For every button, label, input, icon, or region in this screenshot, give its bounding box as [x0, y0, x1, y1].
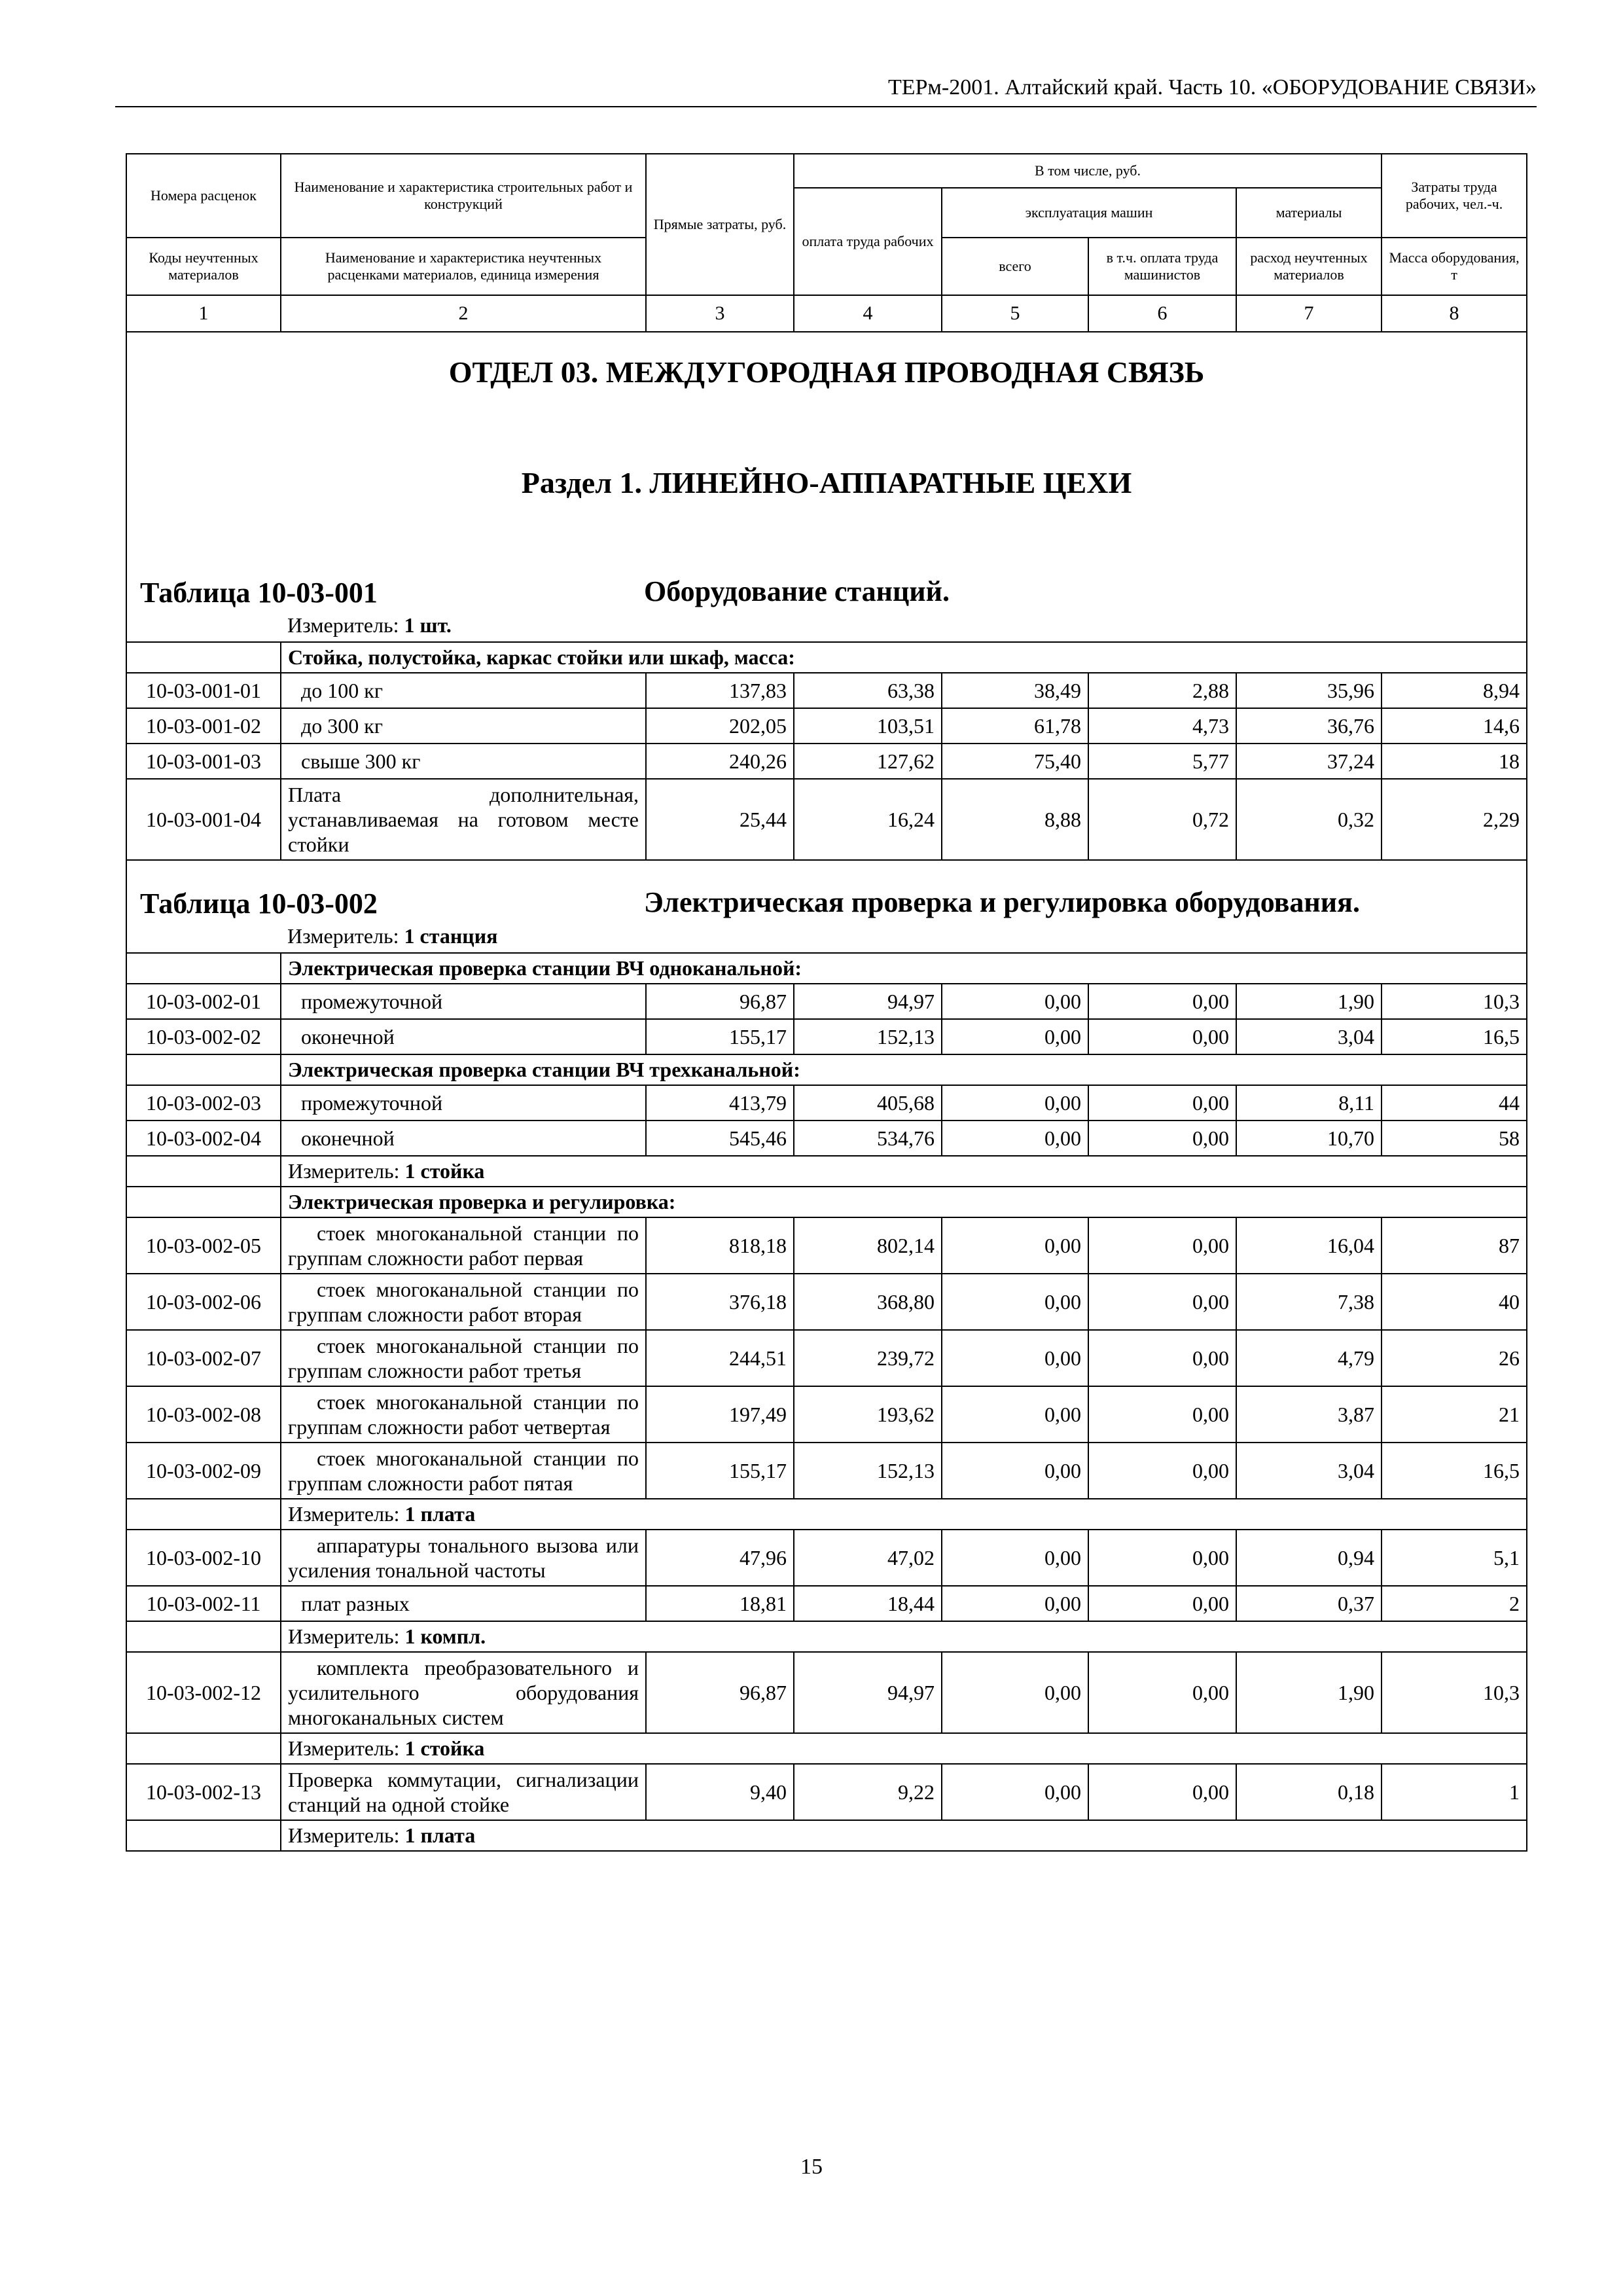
col5-header: всего: [942, 238, 1088, 295]
page-number: 15: [800, 2155, 823, 2179]
labor-pay: 9,22: [794, 1764, 942, 1820]
table-row: [126, 744, 1527, 779]
meter-value: 1 стойка: [404, 1159, 485, 1183]
col7-header-bottom: расход неучтенных материалов: [1236, 238, 1382, 295]
rate-name: свыше 300 кг: [281, 744, 646, 779]
labor-pay: 534,76: [794, 1121, 942, 1156]
direct-costs: 545,46: [646, 1121, 794, 1156]
labor-pay: 94,97: [794, 1652, 942, 1733]
meter-value: 1 шт.: [404, 613, 452, 637]
group-label: Стойка, полустойка, каркас стойки или шкаф, масса:: [281, 642, 1527, 673]
rate-name: Плата дополнительная, устанавливаемая на готовом месте стойки: [281, 779, 646, 860]
rate-code: 10-03-001-03: [126, 744, 281, 779]
table-row: [126, 1586, 1527, 1621]
labor-hours: 16,5: [1382, 1019, 1527, 1054]
rate-name: аппаратуры тонального вызова или усиления тональной частоты: [281, 1530, 646, 1586]
machinists-pay: 0,00: [1088, 1443, 1236, 1499]
table-row: [126, 1330, 1527, 1386]
table-row: [126, 1274, 1527, 1330]
rate-name: оконечной: [281, 1121, 646, 1156]
meter-line: [281, 1499, 1527, 1530]
col7-header-top: материалы: [1236, 188, 1382, 238]
table-row: [126, 1217, 1527, 1274]
rate-name: стоек многоканальной станции по группам сложности работ третья: [281, 1330, 646, 1386]
table-row: [126, 779, 1527, 860]
meter-value: 1 стойка: [404, 1736, 485, 1760]
table-row: [126, 1652, 1527, 1733]
col-number: 1: [126, 295, 281, 332]
table-row: [126, 708, 1527, 744]
machinists-pay: 0,00: [1088, 1274, 1236, 1330]
department-title: ОТДЕЛ 03. МЕЖДУГОРОДНАЯ ПРОВОДНАЯ СВЯЗЬ: [448, 355, 1205, 389]
labor-pay: 94,97: [794, 984, 942, 1019]
materials: 0,37: [1236, 1586, 1382, 1621]
direct-costs: 96,87: [646, 1652, 794, 1733]
rate-code: 10-03-002-12: [126, 1652, 281, 1733]
direct-costs: 96,87: [646, 984, 794, 1019]
direct-costs: 202,05: [646, 708, 794, 744]
col3-header: Прямые затраты, руб.: [646, 154, 794, 295]
materials: 35,96: [1236, 673, 1382, 708]
materials: 1,90: [1236, 984, 1382, 1019]
labor-pay: 127,62: [794, 744, 942, 779]
direct-costs: 9,40: [646, 1764, 794, 1820]
labor-hours: 16,5: [1382, 1443, 1527, 1499]
group-label: Электрическая проверка станции ВЧ одноканальной:: [281, 953, 1527, 984]
machinists-pay: 0,00: [1088, 984, 1236, 1019]
col2-header-bottom: Наименование и характеристика неучтенных расценками материалов, единица измерения: [281, 238, 646, 295]
machinists-pay: 0,00: [1088, 1019, 1236, 1054]
group-label: Электрическая проверка станции ВЧ трехканальной:: [281, 1054, 1527, 1085]
meter-label: Измеритель:: [288, 1159, 400, 1183]
meter-value: 1 станция: [404, 924, 498, 948]
machinists-pay: 0,00: [1088, 1085, 1236, 1121]
machinists-pay: 0,00: [1088, 1652, 1236, 1733]
direct-costs: 376,18: [646, 1274, 794, 1330]
machinists-pay: 5,77: [1088, 744, 1236, 779]
labor-pay: 152,13: [794, 1443, 942, 1499]
machinists-pay: 0,72: [1088, 779, 1236, 860]
titles-block: [126, 332, 1527, 642]
meter-value: 1 компл.: [404, 1624, 486, 1648]
col-number: 5: [942, 295, 1088, 332]
rate-name: стоек многоканальной станции по группам сложности работ вторая: [281, 1274, 646, 1330]
rate-name: промежуточной: [281, 984, 646, 1019]
table-row: [126, 984, 1527, 1019]
materials: 1,90: [1236, 1652, 1382, 1733]
rate-name: стоек многоканальной станции по группам сложности работ четвертая: [281, 1386, 646, 1443]
table2-heading: [127, 887, 1526, 920]
materials: 8,11: [1236, 1085, 1382, 1121]
direct-costs: 18,81: [646, 1586, 794, 1621]
machinists-pay: 0,00: [1088, 1121, 1236, 1156]
labor-hours: 18: [1382, 744, 1527, 779]
col-number: 8: [1382, 295, 1527, 332]
col-number: 7: [1236, 295, 1382, 332]
rate-name: оконечной: [281, 1019, 646, 1054]
machinists-pay: 0,00: [1088, 1217, 1236, 1274]
labor-hours: 2,29: [1382, 779, 1527, 860]
machines-total: 0,00: [942, 1764, 1088, 1820]
col8-header-bottom: Масса оборудования, т: [1382, 238, 1527, 295]
rate-code: 10-03-002-07: [126, 1330, 281, 1386]
meter-line: [127, 924, 1526, 948]
col-number: 6: [1088, 295, 1236, 332]
meter-label: Измеритель:: [288, 1624, 400, 1648]
rate-name: Проверка коммутации, сигнализации станций на одной стойке: [281, 1764, 646, 1820]
machinists-pay: 0,00: [1088, 1586, 1236, 1621]
labor-pay: 239,72: [794, 1330, 942, 1386]
meter-value: 1 плата: [404, 1502, 476, 1526]
table-row: [126, 673, 1527, 708]
labor-hours: 40: [1382, 1274, 1527, 1330]
labor-pay: 63,38: [794, 673, 942, 708]
table1-rows: [126, 673, 1527, 860]
rate-code: 10-03-002-04: [126, 1121, 281, 1156]
rate-code: 10-03-002-02: [126, 1019, 281, 1054]
direct-costs: 244,51: [646, 1330, 794, 1386]
materials: 3,04: [1236, 1019, 1382, 1054]
labor-pay: 18,44: [794, 1586, 942, 1621]
machines-total: 0,00: [942, 1586, 1088, 1621]
meter-label: Измеритель:: [287, 613, 399, 637]
machines-total: 0,00: [942, 1121, 1088, 1156]
machines-total: 0,00: [942, 1019, 1088, 1054]
rate-name: до 300 кг: [281, 708, 646, 744]
col4-header: оплата труда рабочих: [794, 188, 942, 295]
rate-code: 10-03-002-08: [126, 1386, 281, 1443]
machines-total: 0,00: [942, 1652, 1088, 1733]
meter-label: Измеритель:: [288, 1502, 400, 1526]
table2-rows: [126, 1764, 1527, 1820]
materials: 0,94: [1236, 1530, 1382, 1586]
materials: 0,18: [1236, 1764, 1382, 1820]
machines-total: 61,78: [942, 708, 1088, 744]
table-row: [126, 1443, 1527, 1499]
machinists-pay: 0,00: [1088, 1386, 1236, 1443]
labor-hours: 58: [1382, 1121, 1527, 1156]
machines-total: 0,00: [942, 1085, 1088, 1121]
meter-line: [281, 1621, 1527, 1652]
materials: 37,24: [1236, 744, 1382, 779]
rate-code: 10-03-002-10: [126, 1530, 281, 1586]
labor-pay: 802,14: [794, 1217, 942, 1274]
group-label: Электрическая проверка и регулировка:: [281, 1187, 1527, 1217]
direct-costs: 155,17: [646, 1019, 794, 1054]
rate-name: комплекта преобразовательного и усилительного оборудования многоканальных систем: [281, 1652, 646, 1733]
table-row: [126, 1530, 1527, 1586]
materials: 4,79: [1236, 1330, 1382, 1386]
table2-rows: [126, 1530, 1527, 1621]
col1-header-top: Номера расценок: [126, 154, 281, 238]
rate-code: 10-03-001-01: [126, 673, 281, 708]
meter-label: Измеритель:: [288, 1736, 400, 1760]
direct-costs: 197,49: [646, 1386, 794, 1443]
rate-code: 10-03-001-02: [126, 708, 281, 744]
labor-pay: 16,24: [794, 779, 942, 860]
table-row: [126, 1386, 1527, 1443]
direct-costs: 240,26: [646, 744, 794, 779]
rate-code: 10-03-002-09: [126, 1443, 281, 1499]
table-row: [126, 1764, 1527, 1820]
labor-hours: 21: [1382, 1386, 1527, 1443]
labor-pay: 405,68: [794, 1085, 942, 1121]
labor-pay: 47,02: [794, 1530, 942, 1586]
col1-header-bottom: Коды неучтенных материалов: [126, 238, 281, 295]
materials: 7,38: [1236, 1274, 1382, 1330]
labor-hours: 26: [1382, 1330, 1527, 1386]
table2-name: Электрическая проверка и регулировка оборудования.: [644, 886, 1360, 918]
meter-value: 1 плата: [404, 1823, 476, 1847]
machinists-pay: 2,88: [1088, 673, 1236, 708]
table-row: [126, 1085, 1527, 1121]
machines-total: 0,00: [942, 1274, 1088, 1330]
materials: 16,04: [1236, 1217, 1382, 1274]
meter-line: [281, 1820, 1527, 1851]
labor-hours: 10,3: [1382, 1652, 1527, 1733]
direct-costs: 25,44: [646, 779, 794, 860]
table2-rows: [126, 1085, 1527, 1156]
table1-heading: [127, 576, 1526, 609]
direct-costs: 137,83: [646, 673, 794, 708]
labor-hours: 5,1: [1382, 1530, 1527, 1586]
labor-hours: 2: [1382, 1586, 1527, 1621]
group-header: В том числе, руб.: [794, 154, 1382, 188]
materials: 3,87: [1236, 1386, 1382, 1443]
table-row: [126, 1019, 1527, 1054]
col2-header-top: Наименование и характеристика строительных работ и конструкций: [281, 154, 646, 238]
labor-hours: 44: [1382, 1085, 1527, 1121]
table1-name: Оборудование станций.: [644, 575, 950, 607]
col-number: 4: [794, 295, 942, 332]
machines-total: 0,00: [942, 1386, 1088, 1443]
machinists-pay: 0,00: [1088, 1764, 1236, 1820]
table2-number: Таблица 10-03-002: [140, 888, 378, 920]
rate-name: промежуточной: [281, 1085, 646, 1121]
direct-costs: 47,96: [646, 1530, 794, 1586]
section-title: Раздел 1. ЛИНЕЙНО-АППАРАТНЫЕ ЦЕХИ: [521, 466, 1132, 499]
meter-label: Измеритель:: [288, 1823, 400, 1847]
rate-name: стоек многоканальной станции по группам сложности работ первая: [281, 1217, 646, 1274]
rate-code: 10-03-002-03: [126, 1085, 281, 1121]
direct-costs: 413,79: [646, 1085, 794, 1121]
labor-hours: 10,3: [1382, 984, 1527, 1019]
labor-hours: 8,94: [1382, 673, 1527, 708]
labor-pay: 103,51: [794, 708, 942, 744]
rate-code: 10-03-002-06: [126, 1274, 281, 1330]
labor-hours: 14,6: [1382, 708, 1527, 744]
labor-hours: 1: [1382, 1764, 1527, 1820]
rate-code: 10-03-002-11: [126, 1586, 281, 1621]
rate-name: плат разных: [281, 1586, 646, 1621]
machines-total: 38,49: [942, 673, 1088, 708]
rate-name: стоек многоканальной станции по группам сложности работ пятая: [281, 1443, 646, 1499]
meter-label: Измеритель:: [287, 924, 399, 948]
meter-line: [281, 1733, 1527, 1764]
machines-total: 0,00: [942, 1530, 1088, 1586]
labor-pay: 368,80: [794, 1274, 942, 1330]
meter-line: [281, 1156, 1527, 1187]
table2-rows: [126, 1217, 1527, 1499]
rate-code: 10-03-001-04: [126, 779, 281, 860]
col-number: 2: [281, 295, 646, 332]
machines-total: 0,00: [942, 1217, 1088, 1274]
col8-header-top: Затраты труда рабочих, чел.-ч.: [1382, 154, 1527, 238]
rates-table: [126, 153, 1527, 1852]
machines-total: 0,00: [942, 1330, 1088, 1386]
running-header: ТЕРм-2001. Алтайский край. Часть 10. «ОБОРУДОВАНИЕ СВЯЗИ»: [115, 73, 1537, 107]
table2-rows: [126, 1652, 1527, 1733]
machines-total: 0,00: [942, 984, 1088, 1019]
meter-line: [127, 613, 1526, 637]
materials: 36,76: [1236, 708, 1382, 744]
labor-pay: 152,13: [794, 1019, 942, 1054]
labor-pay: 193,62: [794, 1386, 942, 1443]
table1-number: Таблица 10-03-001: [140, 577, 378, 609]
machinists-pay: 0,00: [1088, 1530, 1236, 1586]
table2-rows: [126, 984, 1527, 1054]
col-number: 3: [646, 295, 794, 332]
machinists-pay: 4,73: [1088, 708, 1236, 744]
direct-costs: 155,17: [646, 1443, 794, 1499]
rate-name: до 100 кг: [281, 673, 646, 708]
col6-header: в т.ч. оплата труда машинистов: [1088, 238, 1236, 295]
rate-code: 10-03-002-13: [126, 1764, 281, 1820]
machines-total: 0,00: [942, 1443, 1088, 1499]
direct-costs: 818,18: [646, 1217, 794, 1274]
materials: 3,04: [1236, 1443, 1382, 1499]
machines-total: 8,88: [942, 779, 1088, 860]
machines-header: эксплуатация машин: [942, 188, 1236, 238]
labor-hours: 87: [1382, 1217, 1527, 1274]
machines-total: 75,40: [942, 744, 1088, 779]
titles-block: [126, 860, 1527, 953]
machinists-pay: 0,00: [1088, 1330, 1236, 1386]
materials: 10,70: [1236, 1121, 1382, 1156]
rate-code: 10-03-002-01: [126, 984, 281, 1019]
table-row: [126, 1121, 1527, 1156]
rate-code: 10-03-002-05: [126, 1217, 281, 1274]
materials: 0,32: [1236, 779, 1382, 860]
